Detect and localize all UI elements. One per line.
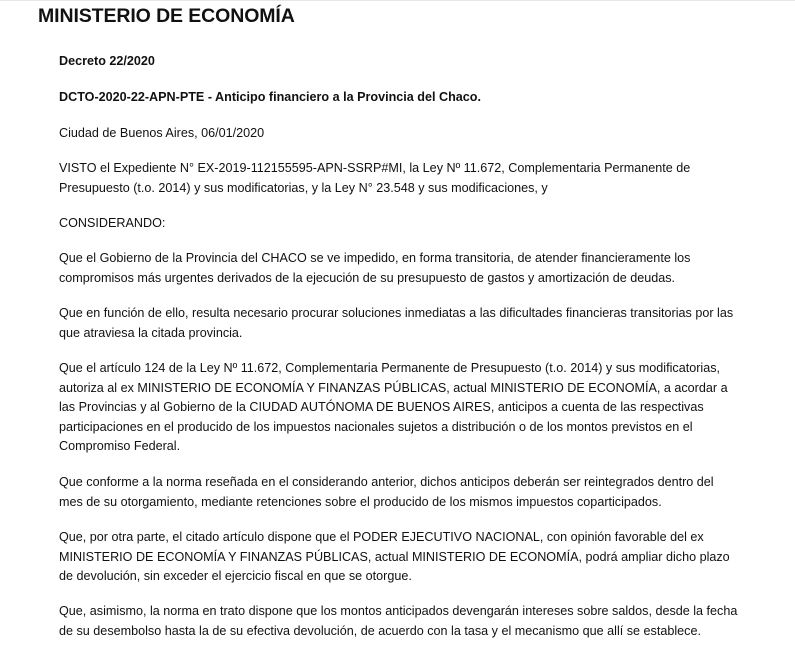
considerando-paragraph: Que, por otra parte, el citado artículo dispone que el PODER EJECUTIVO NACIONAL, con opinión favorable del ex MINISTERIO DE ECONOMÍA Y FINANZAS PÚBLICAS, actual MINISTERIO DE ECONOMÍA, podrá ampliar dicho plazo de devolución, sin exceder el ejercicio fiscal en que se otorgue. (59, 530, 730, 584)
decree-number: Decreto 22/2020 (59, 54, 155, 68)
considerando-paragraph: Que, asimismo, la norma en trato dispone que los montos anticipados devengarán intereses sobre saldos, desde la fecha de su desembolso hasta la de su efectiva devolución, de acuerdo con la tasa y el mecanismo que allí se establece. (59, 604, 738, 638)
decree-reference: DCTO-2020-22-APN-PTE - Anticipo financiero a la Provincia del Chaco. (59, 90, 481, 104)
considerando-paragraph: Que el artículo 124 de la Ley Nº 11.672, Complementaria Permanente de Presupuesto (t.o. 2014) y sus modificatorias, autoriza al ex MINISTERIO DE ECONOMÍA Y FINANZAS PÚBLICAS, actual MINISTERIO DE ECONOMÍA, a acordar a las Provincias y al Gobierno de la CIUDAD AUTÓNOMA DE BUENOS AIRES, anticipos a cuenta de las respectivas participaciones en el producido de los impuestos nacionales sujetos a distribución o de los montos previstos en el Compromiso Federal. (59, 361, 728, 454)
considerando-paragraph: Que conforme a la norma reseñada en el considerando anterior, dichos anticipos deberán ser reintegrados dentro del mes de su otorgamiento, mediante retenciones sobre el producido de los mismos impuestos coparticipados. (59, 475, 714, 509)
considerando-paragraph: Que en función de ello, resulta necesario procurar soluciones inmediatas a las dificultades financieras transitorias por las que atraviesa la citada provincia. (59, 306, 734, 340)
place-date: Ciudad de Buenos Aires, 06/01/2020 (59, 126, 265, 140)
considerando-paragraph: Que el Gobierno de la Provincia del CHACO se ve impedido, en forma transitoria, de atender financieramente los compromisos más urgentes derivados de la ejecución de su presupuesto de gastos y amortización de deudas. (59, 251, 691, 285)
visto-paragraph: VISTO el Expediente N° EX-2019-112155595-APN-SSRP#MI, la Ley Nº 11.672, Complementaria Permanente de Presupuesto (t.o. 2014) y sus modificatorias, y la Ley N° 23.548 y sus modificaciones, y (59, 161, 691, 195)
top-divider (0, 0, 795, 1)
considerando-heading: CONSIDERANDO: (59, 216, 166, 230)
ministry-heading: MINISTERIO DE ECONOMÍA (38, 5, 295, 27)
